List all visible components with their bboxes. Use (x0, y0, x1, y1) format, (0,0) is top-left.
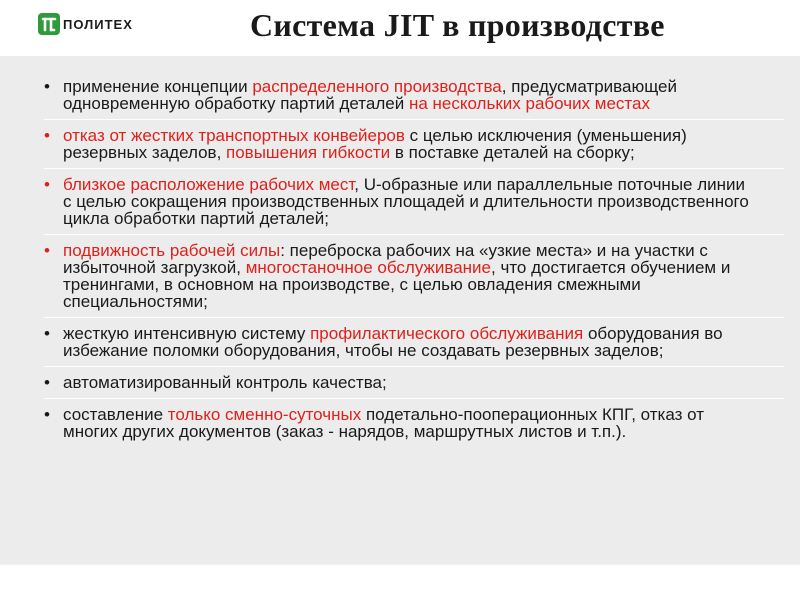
content-panel (0, 56, 800, 565)
bullet-divider (44, 317, 784, 318)
bullet-dot-icon: • (44, 324, 50, 343)
bullet-dot-icon: • (44, 175, 50, 194)
highlighted-text: на нескольких рабочих местах (408, 94, 650, 113)
highlighted-text: только сменно-суточных (167, 405, 362, 424)
highlighted-text: профилактического обслуживания (310, 324, 584, 343)
bullet-text: , что достигается обучением и тренингами, в основном на производстве, с целью овладения смежными специальностями; (63, 258, 731, 311)
bullet-divider (44, 398, 784, 399)
bullet-item (44, 374, 756, 399)
bullet-text: автоматизированный контроль качества; (63, 373, 387, 392)
bullet-item (44, 127, 756, 169)
bullet-text: жесткую интенсивную систему (63, 324, 311, 343)
bullet-item (44, 406, 756, 440)
highlighted-text: отказ от жестких транспортных конвейеров (63, 126, 405, 145)
logo-text: ПОЛИТЕХ (63, 16, 133, 32)
bullet-item (44, 78, 756, 120)
bottom-bar (0, 565, 800, 600)
slide-header (0, 0, 800, 55)
highlighted-text: близкое расположение рабочих мест (63, 175, 355, 194)
bullet-text: составление (63, 405, 168, 424)
slide-title: Система JIT в производстве (250, 7, 665, 43)
bullet-text: , предусматривающей одновременную обработку партий деталей (63, 77, 677, 113)
bullet-text: с целью исключения (уменьшения) резервных заделов, (63, 126, 687, 162)
bullet-item (44, 242, 756, 318)
bullet-item (44, 325, 756, 367)
bullet-text: применение концепции (63, 77, 253, 96)
bullet-dot-icon: • (44, 77, 50, 96)
bullet-list (44, 78, 756, 447)
bullet-text: оборудования во избежание поломки оборудования, чтобы не создавать резервных заделов; (63, 324, 723, 360)
bullet-text: , U-образные или параллельные поточные линии с целью сокращения производственных площадей и длительности производственного цикла обработки партий деталей; (63, 175, 749, 228)
highlighted-text: распределенного производства (252, 77, 502, 96)
bullet-text: : переброска рабочих на «узкие места» и на участки с избыточной загрузкой, (63, 241, 708, 277)
bullet-dot-icon: • (44, 126, 50, 145)
bullet-text: в поставке деталей на сборку; (390, 143, 635, 162)
highlighted-text: повышения гибкости (226, 143, 391, 162)
highlighted-text: многостаночное обслуживание (245, 258, 492, 277)
bullet-dot-icon: • (44, 405, 50, 424)
logo-mark-icon (38, 13, 60, 35)
bullet-text: подетально-пооперационных КПГ, отказ от многих других документов (заказ - нарядов, маршрутных листов и т.п.). (63, 405, 704, 441)
bullet-item (44, 176, 756, 235)
highlighted-text: подвижность рабочей силы (63, 241, 281, 260)
bullet-divider (44, 366, 784, 367)
bullet-dot-icon: • (44, 373, 50, 392)
bullet-divider (44, 119, 784, 120)
bullet-divider (44, 234, 784, 235)
bullet-dot-icon: • (44, 241, 50, 260)
politech-logo (38, 13, 133, 35)
bullet-divider (44, 168, 784, 169)
